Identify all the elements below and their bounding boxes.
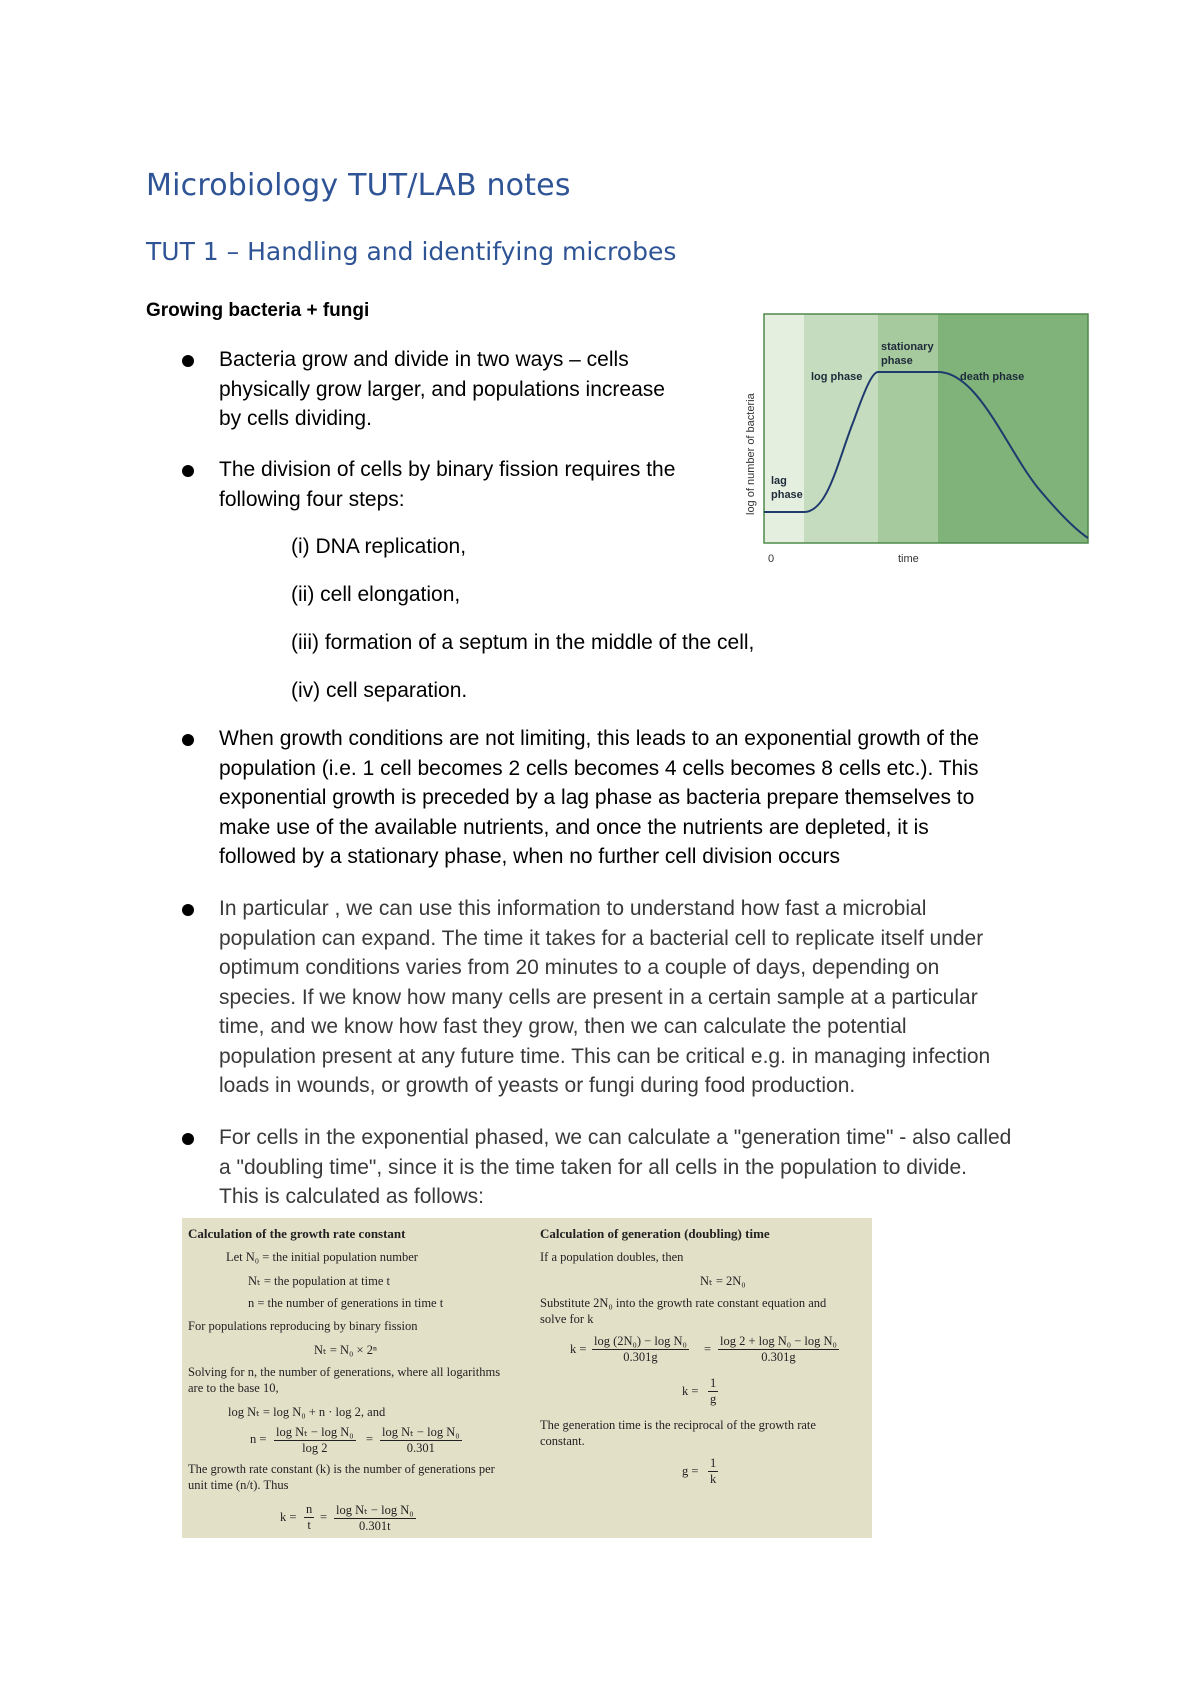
eq4-fraction-nt [304, 1502, 314, 1533]
recip-text-1: The generation time is the reciprocal of the growth rate [540, 1418, 816, 1432]
phase-label-stationary-2: phase [881, 355, 913, 367]
step-1: (i) DNA replication, [291, 535, 467, 558]
eq3-fraction-2 [380, 1424, 462, 1456]
y-axis-label: log of number of bacteria [745, 393, 757, 515]
section-subtitle: TUT 1 – Handling and identifying microbes [146, 237, 677, 266]
rate-text-1: The growth rate constant (k) is the number of generations per [188, 1462, 495, 1476]
numerator: log (2N₀) − log N₀ [594, 1334, 687, 1348]
x-tick-0: 0 [768, 553, 775, 565]
text-line: by cells dividing. [219, 407, 372, 430]
text-line: population present at any future time. This can be critical e.g. in managing infection [219, 1044, 991, 1068]
bullet1-text [219, 345, 665, 434]
text-line: make use of the available nutrients, and once the nutrients are depleted, it is [219, 815, 929, 839]
def-nt: Nₜ = the population at time t [248, 1274, 390, 1288]
text-line: followed by a stationary phase, when no further cell division occurs [219, 845, 840, 868]
denominator: log 2 [302, 1441, 328, 1455]
text-line: In particular , we can use this information to understand how fast a microbial [219, 897, 927, 920]
subst-text-1: Substitute 2N₀ into the growth rate constant equation and [540, 1296, 827, 1310]
eq4-fraction [334, 1502, 416, 1534]
eq7-fraction [708, 1376, 718, 1407]
subst-text-2: solve for k [540, 1312, 594, 1326]
bullet-marker [182, 734, 194, 746]
bullet-marker [182, 465, 194, 477]
denominator: k [710, 1472, 717, 1486]
text-line: Bacteria grow and divide in two ways – cells [219, 348, 629, 371]
denominator: 0.301g [623, 1350, 658, 1364]
bullet-marker [182, 1133, 194, 1145]
rate-text-2: unit time (n/t). Thus [188, 1478, 289, 1492]
text-line: following four steps: [219, 487, 405, 511]
text-line: physically grow larger, and populations increase [219, 377, 665, 401]
bullet5-text [219, 1123, 1011, 1212]
text-line: This is calculated as follows: [219, 1185, 484, 1208]
right-title: Calculation of generation (doubling) time [540, 1226, 770, 1241]
text-line: loads in wounds, or growth of yeasts or fungi during food production. [219, 1074, 856, 1097]
text-line: population (i.e. 1 cell becomes 2 cells becomes 4 cells becomes 8 cells etc.). This [219, 756, 979, 780]
doubles-text: If a population doubles, then [540, 1250, 684, 1264]
text-line: a "doubling time", since it is the time taken for all cells in the population to divide. [219, 1155, 967, 1179]
eq3-fraction-1 [274, 1424, 356, 1456]
eq6-fraction-2 [718, 1334, 839, 1365]
eq8-fraction [708, 1456, 718, 1487]
eq3-lhs: n = [250, 1432, 267, 1446]
eq4-lhs: k = [280, 1510, 297, 1524]
phase-label-stationary: stationary [881, 341, 934, 353]
bullet2-text [219, 455, 675, 514]
numerator: 1 [710, 1376, 717, 1390]
phase-band-lag [764, 314, 804, 543]
text-line: time, and we know how fast they grow, then we can calculate the potential [219, 1015, 907, 1038]
numerator: log Nₜ − log N₀ [336, 1503, 414, 1517]
left-title: Calculation of the growth rate constant [188, 1226, 406, 1241]
phase-label-lag: lag [771, 475, 787, 487]
eq4-equals: = [320, 1510, 328, 1524]
bullet-marker [182, 355, 194, 367]
base-text: are to the base 10, [188, 1381, 279, 1395]
denominator: 0.301t [359, 1519, 391, 1533]
text-line: optimum conditions varies from 20 minutes to a couple of days, depending on [219, 956, 940, 979]
phase-band-death [938, 314, 1088, 543]
text-line: exponential growth is preceded by a lag phase as bacteria prepare themselves to [219, 786, 975, 809]
text-line: When growth conditions are not limiting, this leads to an exponential growth of the [219, 727, 979, 750]
eq7-lhs: k = [682, 1384, 699, 1398]
bullet-marker [182, 904, 194, 916]
growth-curve-chart [738, 310, 1095, 570]
text-line: species. If we know how many cells are present in a certain sample at a particular [219, 985, 978, 1009]
denominator: g [710, 1392, 717, 1406]
step-2: (ii) cell elongation, [291, 583, 461, 606]
phase-label-lag-2: phase [771, 489, 803, 501]
denominator: t [307, 1518, 311, 1532]
x-axis-label: time [898, 553, 919, 565]
eq6-fraction-1 [592, 1334, 689, 1365]
bullet3-text [219, 724, 979, 872]
text-line: population can expand. The time it takes for a bacterial cell to replicate itself under [219, 926, 984, 950]
step-3: (iii) formation of a septum in the middle of the cell, [291, 631, 755, 654]
eq6-lhs: k = [570, 1342, 587, 1356]
equation-1: Nₜ = N₀ × 2ⁿ [314, 1343, 377, 1357]
text-line: The division of cells by binary fission requires the [219, 458, 676, 481]
numerator: n [306, 1502, 313, 1516]
eq3-equals: = [366, 1432, 374, 1446]
equation-5: Nₜ = 2N₀ [700, 1274, 746, 1288]
solving-text: Solving for n, the number of generations, where all logarithms [188, 1365, 501, 1379]
numerator: log Nₜ − log N₀ [382, 1425, 460, 1439]
equation-2: log Nₜ = log N₀ + n · log 2, and [228, 1405, 386, 1419]
denominator: 0.301g [761, 1350, 796, 1364]
step-4: (iv) cell separation. [291, 679, 468, 702]
text-line: For cells in the exponential phased, we can calculate a "generation time" - also called [219, 1126, 1012, 1149]
def-n: n = the number of generations in time t [248, 1296, 444, 1310]
binary-text: For populations reproducing by binary fission [188, 1319, 418, 1333]
def-initial: Let N₀ = the initial population number [226, 1250, 418, 1264]
numerator: log Nₜ − log N₀ [276, 1425, 354, 1439]
page-title: Microbiology TUT/LAB notes [146, 168, 571, 203]
eq8-lhs: g = [682, 1464, 699, 1478]
denominator: 0.301 [406, 1441, 435, 1455]
numerator: 1 [710, 1456, 717, 1470]
phase-label-log: log phase [811, 371, 863, 383]
bullet4-text [219, 894, 990, 1101]
recip-text-2: constant. [540, 1434, 585, 1448]
section-heading: Growing bacteria + fungi [146, 300, 370, 321]
phase-label-death: death phase [960, 371, 1025, 383]
numerator: log 2 + log N₀ − log N₀ [720, 1334, 837, 1348]
eq6-equals: = [704, 1342, 712, 1356]
formula-image [182, 1218, 872, 1538]
